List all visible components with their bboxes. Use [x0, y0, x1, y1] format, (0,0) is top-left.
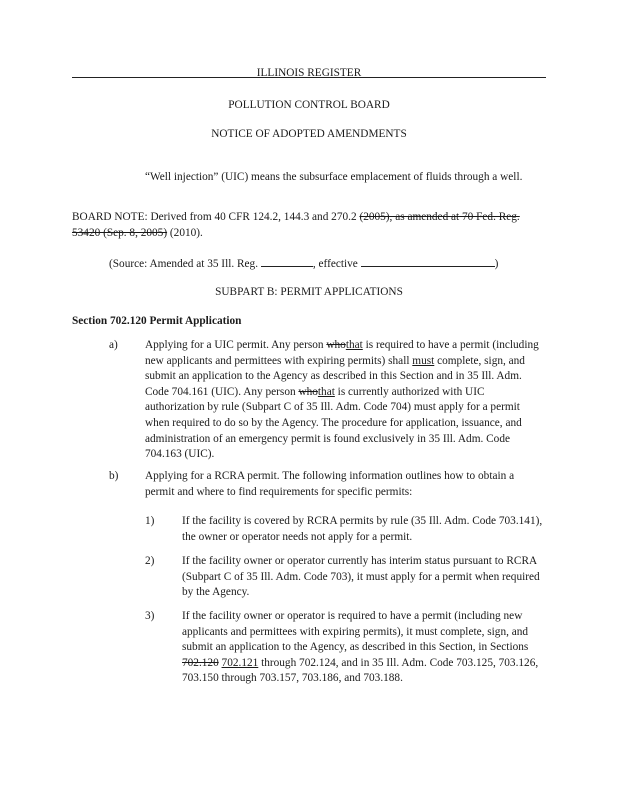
- para-a-t3: complete, sign, and submit an application to the Agency as described in this Section and in 35 Ill. Adm. Code 704.161 (UIC). Any person: [145, 354, 525, 398]
- source-lead: (Source: Amended at 35 Ill. Reg.: [109, 258, 261, 270]
- source-reg-blank: [261, 266, 313, 267]
- notice-title: NOTICE OF ADOPTED AMENDMENTS: [211, 128, 407, 140]
- para-a-inserted-2: must: [412, 354, 435, 367]
- board-note: [72, 210, 534, 241]
- sub-item-1-text: If the facility is covered by RCRA permits by rule (35 Ill. Adm. Code 703.141), the owner or operator needs not apply for a permit.: [182, 515, 543, 543]
- board-note-tail: (2010).: [167, 226, 203, 239]
- para-b-text: Applying for a RCRA permit. The following information outlines how to obtain a permit and where to find requirements for specific permits:: [145, 470, 515, 498]
- sub-item-3-text: [182, 609, 544, 687]
- well-injection-definition: “Well injection” (UIC) means the subsurface emplacement of fluids through a well.: [145, 171, 523, 183]
- para-a-inserted-1: that: [345, 339, 363, 351]
- sub-item-3-label: 3): [145, 610, 155, 622]
- source-end: ): [494, 258, 499, 270]
- para-a-struck-2: who: [298, 385, 318, 398]
- section-title: Section 702.120 Permit Application: [72, 315, 242, 327]
- sub-item-3-t2: through 702.124, and in 35 Ill. Adm. Code 703.125, 703.126, 703.150 through 703.157, 703.186, and 703.188.: [182, 656, 539, 685]
- subpart-heading: SUBPART B: PERMIT APPLICATIONS: [215, 286, 403, 298]
- board-note-lead: BOARD NOTE: Derived from 40 CFR 124.2, 144.3 and 270.2: [72, 211, 360, 223]
- sub-item-2-label: 2): [145, 555, 155, 567]
- board-note-struck: (2005), as amended at 70 Fed. Reg. 53420 (Sep. 8, 2005): [72, 211, 520, 239]
- para-a-inserted-3: that: [317, 385, 335, 398]
- para-a-label: a): [109, 339, 118, 351]
- para-a-t2: is required to have a permit (including new applicants and permittees with expiring permits) shall: [145, 339, 539, 367]
- para-a-struck-1: who: [326, 339, 346, 351]
- sub-item-1-label: 1): [145, 515, 155, 527]
- source-line: [109, 257, 539, 273]
- para-a-t4: is currently authorized with UIC authorization by rule (Subpart C of 35 Ill. Adm. Code 704) must apply for a permit when required to do so by the Agency. The procedure for application, issuance, and administration of an emergency permit is found exclusively in 35 Ill. Adm. Code 704.163 (UIC).: [145, 385, 522, 461]
- sub-item-3-struck: 702.120: [182, 656, 219, 669]
- sub-item-2-text: If the facility owner or operator currently has interim status pursuant to RCRA (Subpart C of 35 Ill. Adm. Code 703), it must apply for a permit when required by the Agency.: [182, 555, 540, 599]
- register-title: ILLINOIS REGISTER: [256, 67, 362, 79]
- sub-item-3-inserted: 702.121: [221, 656, 259, 669]
- para-b-label: b): [109, 470, 119, 482]
- para-a-t1: Applying for a UIC permit. Any person: [145, 339, 327, 351]
- sub-item-3-t1: If the facility owner or operator is required to have a permit (including new applicants and permittees with expiring permits), it must complete, sign, and submit an application to the Agency, as described in this Section, in Sections: [182, 610, 529, 654]
- board-title: POLLUTION CONTROL BOARD: [228, 99, 390, 111]
- source-mid: , effective: [312, 258, 361, 270]
- source-effective-blank: [361, 266, 495, 267]
- para-a-text: [145, 338, 545, 463]
